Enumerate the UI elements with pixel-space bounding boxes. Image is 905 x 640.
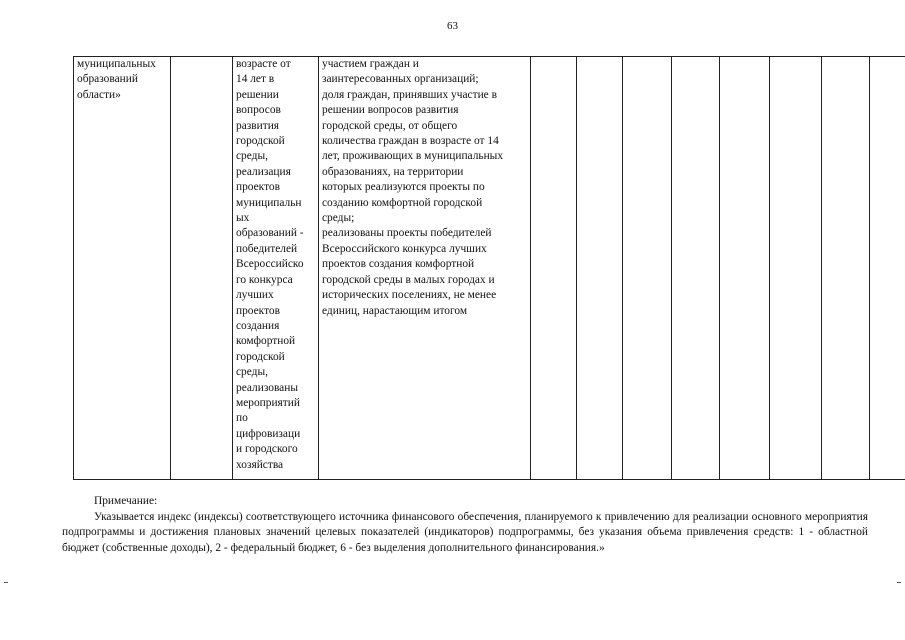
- table-cell-empty: [870, 57, 905, 480]
- table-cell-indicators: участием граждан и заинтересованных организаций; доля граждан, принявших участие в решении вопросов развития городской среды, от общего количества граждан в возрасте от 14 лет, проживающих в муниципальных образованиях, на территории которых реализуются проекты по созданию комфортной городской среды; реализованы проекты победителей Всероссийского конкурса лучших проектов создания комфортной городской среды в малых городах и исторических поселениях, не менее единиц, нарастающим итогом: [319, 57, 531, 480]
- table-row: [74, 57, 905, 480]
- table-cell-empty: [770, 57, 822, 480]
- table-cell-empty: [577, 57, 623, 480]
- table-cell-empty: [531, 57, 577, 480]
- scan-mark-right: [897, 582, 901, 583]
- page-number: 63: [447, 20, 458, 32]
- table-cell-empty: [822, 57, 870, 480]
- table-cell-participation-age: возрасте от 14 лет в решении вопросов развития городской среды, реализация проектов муниципальн ых образований - победителей Всероссийско го конкурса лучших проектов создания комфортной городской среды, реализованы мероприятий по цифровизаци и городского хозяйства: [233, 57, 319, 480]
- footnote-title: Примечание:: [94, 495, 158, 507]
- table-cell-municipalities: муниципальных образований области»: [74, 57, 171, 480]
- table-cell-empty: [672, 57, 720, 480]
- footnote-body: Указывается индекс (индексы) соответствующего источника финансового обеспечения, планируемого к привлечению для реализации основного мероприятия подпрограммы и достижения плановых значений целевых показателей (индикаторов) подпрограммы, без указания объема привлечения средств: 1 - областной бюджет (собственные доходы), 2 - федеральный бюджет, 6 - без выделения дополнительного финансирования.»: [62, 510, 868, 554]
- scan-mark-left: [4, 582, 8, 583]
- table-cell-empty: [720, 57, 770, 480]
- table-cell-empty: [623, 57, 672, 480]
- footnote: [62, 494, 868, 556]
- program-table: [73, 56, 905, 480]
- table-cell-empty: [171, 57, 233, 480]
